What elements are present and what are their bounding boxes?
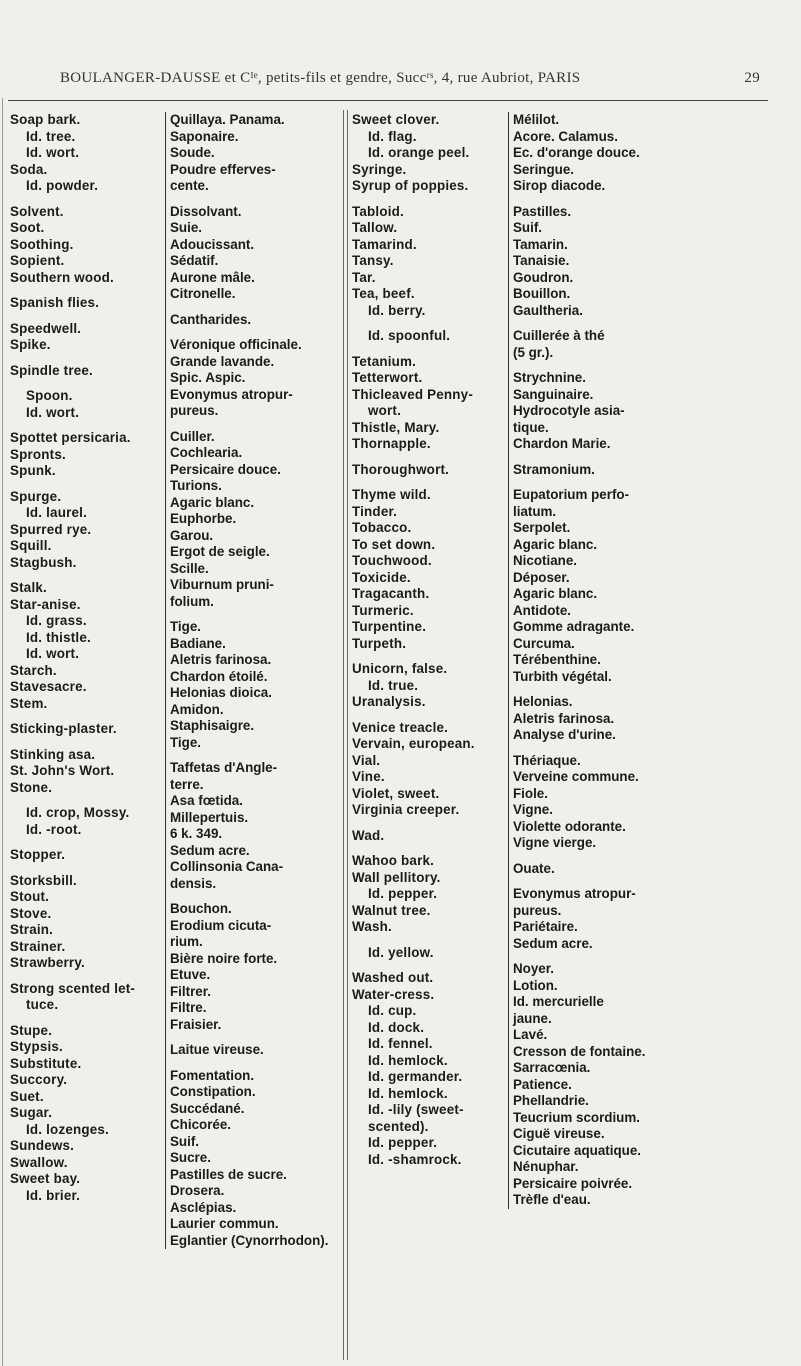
glossary-entry: Ouate. [513, 860, 555, 876]
glossary-entry: Thyme wild. [352, 487, 431, 502]
glossary-entry: Serpolet. [513, 520, 571, 535]
glossary-entry: Soot. [10, 220, 45, 235]
glossary-entry: Spoon. [26, 388, 73, 403]
glossary-entry: Staphisaigre. [170, 718, 255, 733]
column-separator [343, 110, 344, 1360]
glossary-entry: Sticking-plaster. [10, 721, 117, 736]
glossary-entry: Lotion. [513, 977, 558, 993]
glossary-entry: rium. [170, 934, 203, 949]
glossary-entry: Cuillerée à thé [513, 328, 605, 343]
glossary-entry: Water-cress. [352, 986, 435, 1002]
glossary-entry: Tobacco. [352, 520, 412, 535]
glossary-entry: Turpeth. [352, 635, 407, 651]
glossary-entry: Strawberry. [10, 955, 85, 970]
glossary-entry: Turbith végétal. [513, 668, 612, 684]
glossary-entry: Curcuma. [513, 635, 575, 651]
glossary-entry: Constipation. [170, 1084, 256, 1099]
glossary-entry: Chicorée. [170, 1117, 232, 1132]
glossary-entry: cente. [170, 178, 209, 193]
glossary-entry: Vigne vierge. [513, 835, 597, 850]
glossary-entry: Cantharides. [170, 311, 252, 327]
glossary-entry: Bière noire forte. [170, 950, 278, 966]
glossary-entry: Id. flag. [368, 128, 417, 144]
glossary-entry: Id. cup. [368, 1003, 417, 1018]
glossary-entry: Vigne. [513, 802, 553, 817]
glossary-entry: Agaric blanc. [513, 536, 598, 552]
glossary-entry: Acore. Calamus. [513, 128, 618, 144]
glossary-entry: Uranalysis. [352, 694, 426, 709]
glossary-entry: Id. orange peel. [368, 145, 470, 160]
glossary-entry: Euphorbe. [170, 511, 237, 526]
glossary-entry: Stout. [10, 889, 50, 904]
glossary-entry: Tamarind. [352, 236, 417, 252]
glossary-entry: Wall pellitory. [352, 869, 441, 885]
glossary-entry: Id. spoonful. [368, 328, 451, 343]
glossary-entry: Id. brier. [26, 1187, 81, 1203]
glossary-entry: Phellandrie. [513, 1093, 589, 1108]
glossary-entry: Sucre. [170, 1150, 211, 1165]
glossary-entry: Touchwood. [352, 553, 432, 568]
glossary-entry: Suif. [513, 220, 543, 235]
glossary-entry: Tetanium. [352, 353, 417, 369]
glossary-entry: Wad. [352, 827, 385, 843]
glossary-entry: Aletris farinosa. [170, 652, 272, 667]
glossary-entry: Ergot de seigle. [170, 544, 270, 559]
glossary-entry: Eglantier (Cynorrhodon). [170, 1232, 329, 1248]
glossary-entry: Tetterwort. [352, 370, 423, 385]
glossary-entry: scented). [368, 1118, 429, 1134]
glossary-entry: Wash. [352, 919, 392, 934]
glossary-entry: Syrup of poppies. [352, 178, 469, 193]
glossary-entry: Saponaire. [170, 128, 239, 144]
glossary-entry: Déposer. [513, 569, 570, 585]
glossary-entry: Stove. [10, 905, 52, 921]
glossary-entry: Ec. d'orange douce. [513, 145, 640, 160]
glossary-entry: Syringe. [352, 161, 407, 177]
glossary-entry: Millepertuis. [170, 809, 249, 825]
glossary-entry: Tabloid. [352, 203, 404, 219]
glossary-entry: Tar. [352, 269, 376, 285]
glossary-entry: Helonias dioica. [170, 685, 272, 700]
glossary-entry: Suet. [10, 1088, 44, 1104]
glossary-entry: Venice treacle. [352, 719, 449, 735]
glossary-entry: pureus. [170, 403, 219, 418]
glossary-entry: Fiole. [513, 785, 548, 801]
glossary-entry: Gomme adragante. [513, 619, 635, 634]
glossary-entry: Sedum acre. [170, 842, 250, 858]
glossary-entry: Washed out. [352, 970, 434, 985]
glossary-entry: Id. hemlock. [368, 1085, 448, 1101]
glossary-entry: Tamarin. [513, 236, 568, 252]
glossary-entry: Chardon Marie. [513, 436, 611, 451]
glossary-entry: Helonias. [513, 694, 573, 709]
glossary-entry: Cochlearia. [170, 445, 243, 460]
glossary-entry: Tragacanth. [352, 586, 430, 601]
glossary-entry: Sedum acre. [513, 935, 593, 951]
glossary-entry: Id. pepper. [368, 1135, 438, 1150]
glossary-entry: Sugar. [10, 1105, 53, 1120]
glossary-entry: folium. [170, 593, 214, 609]
glossary-entry: Trèfle d'eau. [513, 1192, 591, 1207]
glossary-entry: (5 gr.). [513, 344, 554, 360]
glossary-entry: Eupatorium perfo- [513, 487, 630, 502]
glossary-entry: 6 k. 349. [170, 826, 223, 841]
header-title: BOULANGER-DAUSSE et Cᴵᵉ, petits-fils et gendre, Succʳˢ, 4, rue Aubriot, PARIS [60, 70, 581, 86]
left-french-column [165, 112, 340, 1249]
glossary-entry: Strong scented let- [10, 980, 136, 996]
glossary-entry: Térébenthine. [513, 652, 601, 667]
glossary-entry: Antidote. [513, 602, 572, 618]
glossary-entry: tique. [513, 419, 549, 435]
glossary-entry: Id. dock. [368, 1019, 425, 1035]
glossary-entry: Id. crop, Mossy. [26, 805, 130, 820]
glossary-entry: Dissolvant. [170, 203, 242, 219]
glossary-entry: Starch. [10, 662, 57, 678]
glossary-entry: Stagbush. [10, 554, 77, 570]
glossary-entry: Persicaire douce. [170, 461, 281, 477]
glossary-entry: Suie. [170, 220, 202, 235]
page-header [60, 70, 760, 87]
glossary-entry: Stem. [10, 695, 48, 711]
glossary-entry: Noyer. [513, 961, 554, 976]
glossary-entry: Stone. [10, 779, 53, 795]
glossary-entry: Tallow. [352, 220, 398, 235]
glossary-entry: Id. germander. [368, 1069, 463, 1084]
glossary-entry: Seringue. [513, 161, 575, 177]
glossary-entry: Substitute. [10, 1055, 82, 1071]
glossary-entry: Tige. [170, 619, 202, 634]
glossary-entry: Id. yellow. [368, 944, 434, 960]
glossary-entry: Thicleaved Penny- [352, 386, 473, 402]
glossary-entry: tuce. [26, 997, 59, 1012]
glossary-entry: Spurred rye. [10, 521, 92, 537]
glossary-entry: Strainer. [10, 938, 66, 954]
glossary-entry: Sédatif. [170, 253, 219, 268]
glossary-entry: Spike. [10, 337, 51, 352]
glossary-entry: terre. [170, 776, 204, 792]
glossary-entry: Pastilles. [513, 203, 572, 219]
glossary-entry: Thistle, Mary. [352, 419, 440, 435]
glossary-entry: Laitue vireuse. [170, 1042, 264, 1057]
glossary-entry: Bouchon. [170, 901, 232, 916]
glossary-entry: Spurge. [10, 488, 62, 504]
glossary-entry: Verveine commune. [513, 769, 639, 784]
glossary-entry: Fomentation. [170, 1067, 255, 1083]
glossary-entry: Sweet bay. [10, 1171, 81, 1186]
glossary-entry: Succédané. [170, 1100, 245, 1116]
glossary-entry: Id. powder. [26, 178, 99, 193]
glossary-entry: Badiane. [170, 635, 226, 651]
glossary-entry: Id. wort. [26, 145, 80, 160]
glossary-entry: wort. [368, 403, 401, 418]
glossary-entry: Pastilles de sucre. [170, 1166, 287, 1182]
glossary-entry: Soap bark. [10, 112, 81, 127]
glossary-entry: liatum. [513, 503, 557, 519]
glossary-entry: Id. -root. [26, 821, 82, 837]
glossary-entry: Squill. [10, 538, 52, 553]
glossary-entry: Drosera. [170, 1183, 225, 1198]
glossary-entry: Sarracœnia. [513, 1060, 591, 1075]
glossary-entry: Ciguë vireuse. [513, 1126, 605, 1141]
glossary-entry: Stalk. [10, 580, 47, 595]
glossary-entry: Stopper. [10, 847, 66, 862]
glossary-entry: Speedwell. [10, 320, 82, 336]
glossary-entry: Garou. [170, 527, 214, 543]
glossary-entry: Spic. Aspic. [170, 370, 246, 385]
glossary-entry: Strychnine. [513, 370, 586, 385]
glossary-entry: Thoroughwort. [352, 461, 450, 477]
glossary-entry: Id. hemlock. [368, 1052, 448, 1068]
glossary-entry: Stramonium. [513, 461, 595, 477]
glossary-entry: Vervain, european. [352, 736, 475, 751]
glossary-entry: Patience. [513, 1076, 572, 1092]
glossary-entry: Id. fennel. [368, 1036, 433, 1051]
glossary-entry: Cresson de fontaine. [513, 1043, 646, 1059]
glossary-entry: Id. wort. [26, 404, 80, 420]
glossary-entry: Violet, sweet. [352, 785, 440, 801]
glossary-entry: Id. laurel. [26, 505, 87, 520]
glossary-entry: Turmeric. [352, 602, 414, 618]
glossary-entry: Asa fœtida. [170, 793, 243, 808]
glossary-entry: Thornapple. [352, 436, 431, 451]
glossary-entry: Chardon étoilé. [170, 668, 268, 684]
glossary-entry: Stypsis. [10, 1039, 63, 1054]
glossary-entry: Id. berry. [368, 302, 426, 318]
glossary-entry: Citronelle. [170, 286, 236, 301]
glossary-entry: Toxicide. [352, 569, 411, 585]
glossary-entry: Mélilot. [513, 112, 560, 127]
glossary-entry: Storksbill. [10, 872, 77, 888]
glossary-entry: Stavesacre. [10, 679, 87, 694]
glossary-entry: Amidon. [170, 701, 224, 717]
glossary-entry: Stinking asa. [10, 746, 96, 762]
glossary-entry: Tinder. [352, 503, 398, 519]
glossary-entry: Tea, beef. [352, 286, 415, 301]
glossary-entry: Id. thistle. [26, 629, 91, 645]
glossary-entry: Gaultheria. [513, 302, 583, 318]
glossary-entry: Nénuphar. [513, 1159, 579, 1174]
glossary-entry: Id. pepper. [368, 886, 438, 901]
glossary-entry: Laurier commun. [170, 1216, 279, 1231]
header-rule [8, 100, 768, 101]
left-english-column [10, 112, 165, 1204]
glossary-entry: Pariétaire. [513, 919, 578, 934]
glossary-entry: Scille. [170, 560, 209, 576]
glossary-entry: Vine. [352, 769, 385, 784]
glossary-entry: Aurone mâle. [170, 269, 255, 285]
glossary-entry: jaune. [513, 1010, 552, 1026]
glossary-entry: Teucrium scordium. [513, 1109, 640, 1125]
glossary-entry: Véronique officinale. [170, 337, 302, 352]
glossary-entry: Asclépias. [170, 1199, 237, 1215]
glossary-entry: Grande lavande. [170, 353, 275, 369]
glossary-entry: Id. grass. [26, 613, 87, 628]
glossary-entry: Spindle tree. [10, 362, 93, 378]
glossary-entry: Virginia creeper. [352, 802, 460, 817]
glossary-entry: Sopient. [10, 253, 65, 268]
glossary-entry: Filtre. [170, 1000, 207, 1015]
glossary-entry: Goudron. [513, 269, 574, 285]
glossary-entry: Evonymus atropur- [513, 886, 636, 901]
glossary-entry: Spunk. [10, 463, 56, 478]
glossary-entry: Spanish flies. [10, 295, 100, 310]
glossary-entry: Viburnum pruni- [170, 577, 274, 592]
glossary-entry: Vial. [352, 752, 381, 768]
glossary-entry: Poudre efferves- [170, 161, 276, 177]
glossary-entry: Sweet clover. [352, 112, 440, 127]
glossary-entry: Spronts. [10, 446, 66, 462]
glossary-entry: Collinsonia Cana- [170, 859, 284, 874]
glossary-entry: Star-anise. [10, 596, 81, 612]
right-english-column [352, 112, 502, 1168]
glossary-entry: Persicaire poivrée. [513, 1175, 633, 1191]
glossary-entry: Adoucissant. [170, 236, 255, 252]
glossary-entry: Aletris farinosa. [513, 710, 615, 726]
glossary-entry: St. John's Wort. [10, 763, 115, 778]
glossary-entry: Taffetas d'Angle- [170, 760, 278, 775]
glossary-entry: Fraisier. [170, 1016, 222, 1032]
glossary-entry: Spottet persicaria. [10, 430, 131, 445]
glossary-entry: Evonymus atropur- [170, 386, 293, 402]
glossary-entry: Soude. [170, 145, 215, 160]
glossary-entry: Sirop diacode. [513, 178, 606, 193]
glossary-entry: Quillaya. Panama. [170, 112, 285, 127]
glossary-entry: Strain. [10, 922, 54, 937]
glossary-entry: Etuve. [170, 967, 211, 982]
glossary-entry: Id. -lily (sweet- [368, 1102, 464, 1117]
glossary-entry: Bouillon. [513, 286, 571, 301]
page-edge [2, 98, 3, 1366]
glossary-entry: Id. tree. [26, 128, 76, 144]
glossary-entry: Sanguinaire. [513, 386, 594, 402]
glossary-entry: Violette odorante. [513, 818, 626, 834]
glossary-entry: Erodium cicuta- [170, 917, 272, 933]
glossary-entry: densis. [170, 875, 217, 891]
glossary-entry: Stupe. [10, 1022, 53, 1038]
glossary-entry: Analyse d'urine. [513, 727, 616, 742]
glossary-entry: Nicotiane. [513, 553, 577, 568]
glossary-entry: Wahoo bark. [352, 853, 435, 868]
column-separator [347, 110, 348, 1360]
glossary-entry: Suif. [170, 1133, 200, 1149]
glossary-entry: Agaric blanc. [513, 586, 598, 601]
glossary-entry: Sundews. [10, 1138, 75, 1153]
glossary-entry: Cicutaire aquatique. [513, 1142, 641, 1158]
glossary-entry: Id. -shamrock. [368, 1151, 462, 1167]
glossary-entry: Tige. [170, 734, 202, 750]
glossary-entry: Hydrocotyle asia- [513, 403, 625, 418]
glossary-entry: Thériaque. [513, 752, 581, 768]
glossary-entry: Solvent. [10, 203, 64, 219]
glossary-entry: Tanaisie. [513, 253, 570, 268]
glossary-entry: Id. mercurielle [513, 994, 604, 1009]
glossary-entry: To set down. [352, 536, 436, 552]
glossary-entry: Soothing. [10, 236, 74, 252]
glossary-entry: Id. true. [368, 677, 419, 693]
glossary-entry: Cuiller. [170, 428, 215, 444]
glossary-entry: Lavé. [513, 1027, 548, 1042]
glossary-entry: Tansy. [352, 253, 394, 268]
glossary-entry: Id. wort. [26, 646, 80, 661]
page-number: 29 [744, 70, 760, 86]
right-french-column [508, 112, 798, 1209]
glossary-entry: Turions. [170, 478, 222, 493]
glossary-entry: Southern wood. [10, 269, 114, 285]
glossary-entry: Walnut tree. [352, 902, 431, 918]
glossary-entry: Id. lozenges. [26, 1121, 109, 1137]
glossary-entry: Swallow. [10, 1154, 68, 1170]
glossary-entry: Agaric blanc. [170, 494, 255, 510]
glossary-entry: Succory. [10, 1072, 68, 1087]
glossary-entry: Soda. [10, 161, 48, 177]
glossary-entry: Unicorn, false. [352, 661, 448, 676]
glossary-entry: Turpentine. [352, 619, 427, 634]
glossary-entry: Filtrer. [170, 983, 211, 999]
glossary-entry: pureus. [513, 902, 562, 918]
